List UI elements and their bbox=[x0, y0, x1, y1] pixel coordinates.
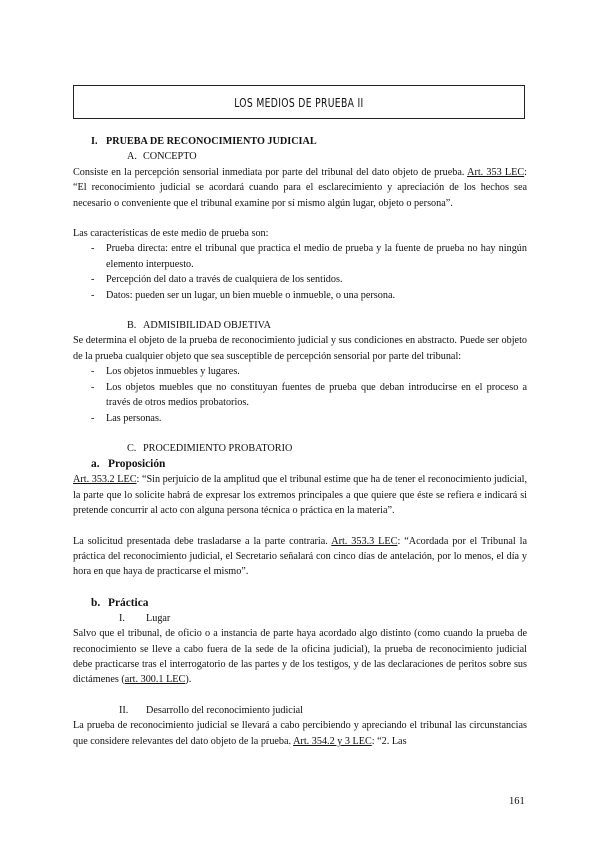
paragraph-text: Consiste en la percepción sensorial inmediata por parte del tribunal del dato objeto de prueba. bbox=[73, 166, 468, 178]
paragraph-text: La prueba de reconocimiento judicial se llevará a cabo percibiendo y apreciando el tribunal las circunstancias que considere relevantes del dato objeto de la prueba. bbox=[73, 720, 527, 747]
subheading-label: Desarrollo del reconocimiento judicial bbox=[146, 704, 304, 716]
paragraph-caracteristicas: Las características de este medio de prueba son: bbox=[73, 228, 269, 240]
page-number: 161 bbox=[509, 796, 525, 807]
subheading-proposicion bbox=[73, 456, 527, 472]
list-item: - Las personas. bbox=[91, 412, 162, 424]
paragraph-concepto bbox=[73, 165, 527, 211]
paragraph-admisibilidad: Se determina el objeto de la prueba de reconocimiento judicial y sus condiciones en abstracto. Puede ser objeto de la prueba cualquier objeto que sea susceptible de percepción sensorial por parte del tribunal: bbox=[73, 335, 527, 362]
paragraph-text: : “Sin perjuicio de la amplitud que el tribunal estime que ha de tener el reconocimiento judicial, la parte que lo solicite habrá de expresar los extremos principales a que quiere que éste se refiera e indicará si pretende concurrir al acto con alguna persona técnica o práctica en la materia”. bbox=[73, 474, 528, 517]
section-heading-1 bbox=[73, 134, 527, 149]
page-title: LOS MEDIOS DE PRUEBA II bbox=[234, 94, 364, 110]
subheading-label: Lugar bbox=[146, 612, 171, 624]
subheading-admisibilidad bbox=[73, 318, 527, 333]
list-objetos bbox=[73, 364, 527, 426]
subheading-label: CONCEPTO bbox=[143, 151, 197, 163]
document-body bbox=[73, 134, 527, 749]
paragraph-text: Salvo que el tribunal, de oficio o a instancia de parte haya acordado algo distinto (como cuando la prueba de reconocimiento se lleve a cabo fuera de la sede de la oficina judicial), la prueba de reconocimiento judicial debe practicarse tras el interrogatorio de las partes y de los testigos, y de las declaraciones de peritos sobre sus dictámenes ( bbox=[73, 628, 527, 686]
paragraph-text: : “El reconocimiento judicial se acordará cuando para el esclarecimiento y apreciación de los hechos sea necesario o conveniente que el tribunal examine por sí mismo algún lugar, objeto o persona”. bbox=[73, 166, 528, 209]
subheading-letter: a. bbox=[91, 458, 100, 471]
paragraph-text: : “Acordada por el Tribunal la práctica del reconocimiento judicial, el Secretario señalará con cinco días de antelación, por lo menos, el día y hora en que haya de practicarse el mismo”. bbox=[73, 535, 527, 578]
list-caracteristicas bbox=[73, 241, 527, 303]
subheading-practica bbox=[73, 595, 527, 611]
list-item-text: Prueba directa: entre el tribunal que practica el medio de prueba y la fuente de prueba no hay ningún elemento interpuesto. bbox=[106, 243, 527, 270]
list-item: - Los objetos inmuebles y lugares. bbox=[91, 366, 240, 378]
legal-reference: art. 300.1 LEC bbox=[124, 674, 186, 686]
subheading-label: Proposición bbox=[108, 458, 166, 471]
subheading-label: ADMISIBILIDAD OBJETIVA bbox=[143, 320, 271, 332]
subheading-lugar bbox=[73, 611, 527, 626]
subheading-label: Práctica bbox=[108, 596, 149, 609]
subheading-procedimiento bbox=[73, 441, 527, 456]
list-item: - Datos: pueden ser un lugar, un bien mueble o inmueble, o una persona. bbox=[91, 289, 396, 301]
paragraph-desarrollo bbox=[73, 718, 527, 749]
list-item-text: Percepción del dato a través de cualquiera de los sentidos. bbox=[106, 274, 343, 286]
legal-reference: Art. 353 LEC bbox=[467, 166, 525, 178]
list-item-text: Los objetos muebles que no constituyan fuentes de prueba que deban introducirse en el proceso a través de otros medios probatorios. bbox=[106, 381, 527, 409]
list-item: - Prueba directa: entre el tribunal que practica el medio de prueba y la fuente de prueba no hay ningún elemento interpuesto. bbox=[91, 243, 527, 270]
subheading-concepto bbox=[73, 149, 527, 164]
list-item-text: Los objetos inmuebles y lugares. bbox=[106, 366, 240, 378]
subheading-label: PROCEDIMIENTO PROBATORIO bbox=[143, 442, 293, 454]
section-number: I. bbox=[91, 136, 98, 147]
paragraph-text: La solicitud presentada debe trasladarse a la parte contraria. bbox=[73, 535, 332, 547]
section-title: PRUEBA DE RECONOCIMIENTO JUDICIAL bbox=[106, 136, 317, 147]
subheading-letter: b. bbox=[91, 596, 101, 609]
legal-reference: Art. 354.2 y 3 LEC bbox=[293, 735, 372, 747]
page-title-box bbox=[73, 85, 525, 119]
list-item: - Los objetos muebles que no constituyan fuentes de prueba que deban introducirse en el proceso a través de otros medios probatorios. bbox=[91, 381, 527, 409]
subheading-letter: C. bbox=[127, 442, 137, 454]
list-item-text: Datos: pueden ser un lugar, un bien mueble o inmueble, o una persona. bbox=[106, 289, 396, 301]
list-item: - Percepción del dato a través de cualquiera de los sentidos. bbox=[91, 274, 343, 286]
paragraph-solicitud bbox=[73, 534, 527, 580]
paragraph-proposicion bbox=[73, 472, 527, 518]
legal-reference: Art. 353.3 LEC bbox=[331, 535, 398, 547]
list-item-text: Las personas. bbox=[106, 412, 162, 424]
paragraph-text: : “2. Las bbox=[371, 735, 407, 747]
roman-numeral: II. bbox=[119, 704, 129, 716]
paragraph-text: ). bbox=[185, 674, 192, 686]
roman-numeral: I. bbox=[119, 612, 125, 624]
subheading-desarrollo bbox=[73, 703, 527, 718]
subheading-letter: A. bbox=[127, 151, 137, 163]
paragraph-lugar bbox=[73, 626, 527, 688]
legal-reference: Art. 353.2 LEC bbox=[73, 474, 137, 486]
subheading-letter: B. bbox=[127, 320, 137, 332]
